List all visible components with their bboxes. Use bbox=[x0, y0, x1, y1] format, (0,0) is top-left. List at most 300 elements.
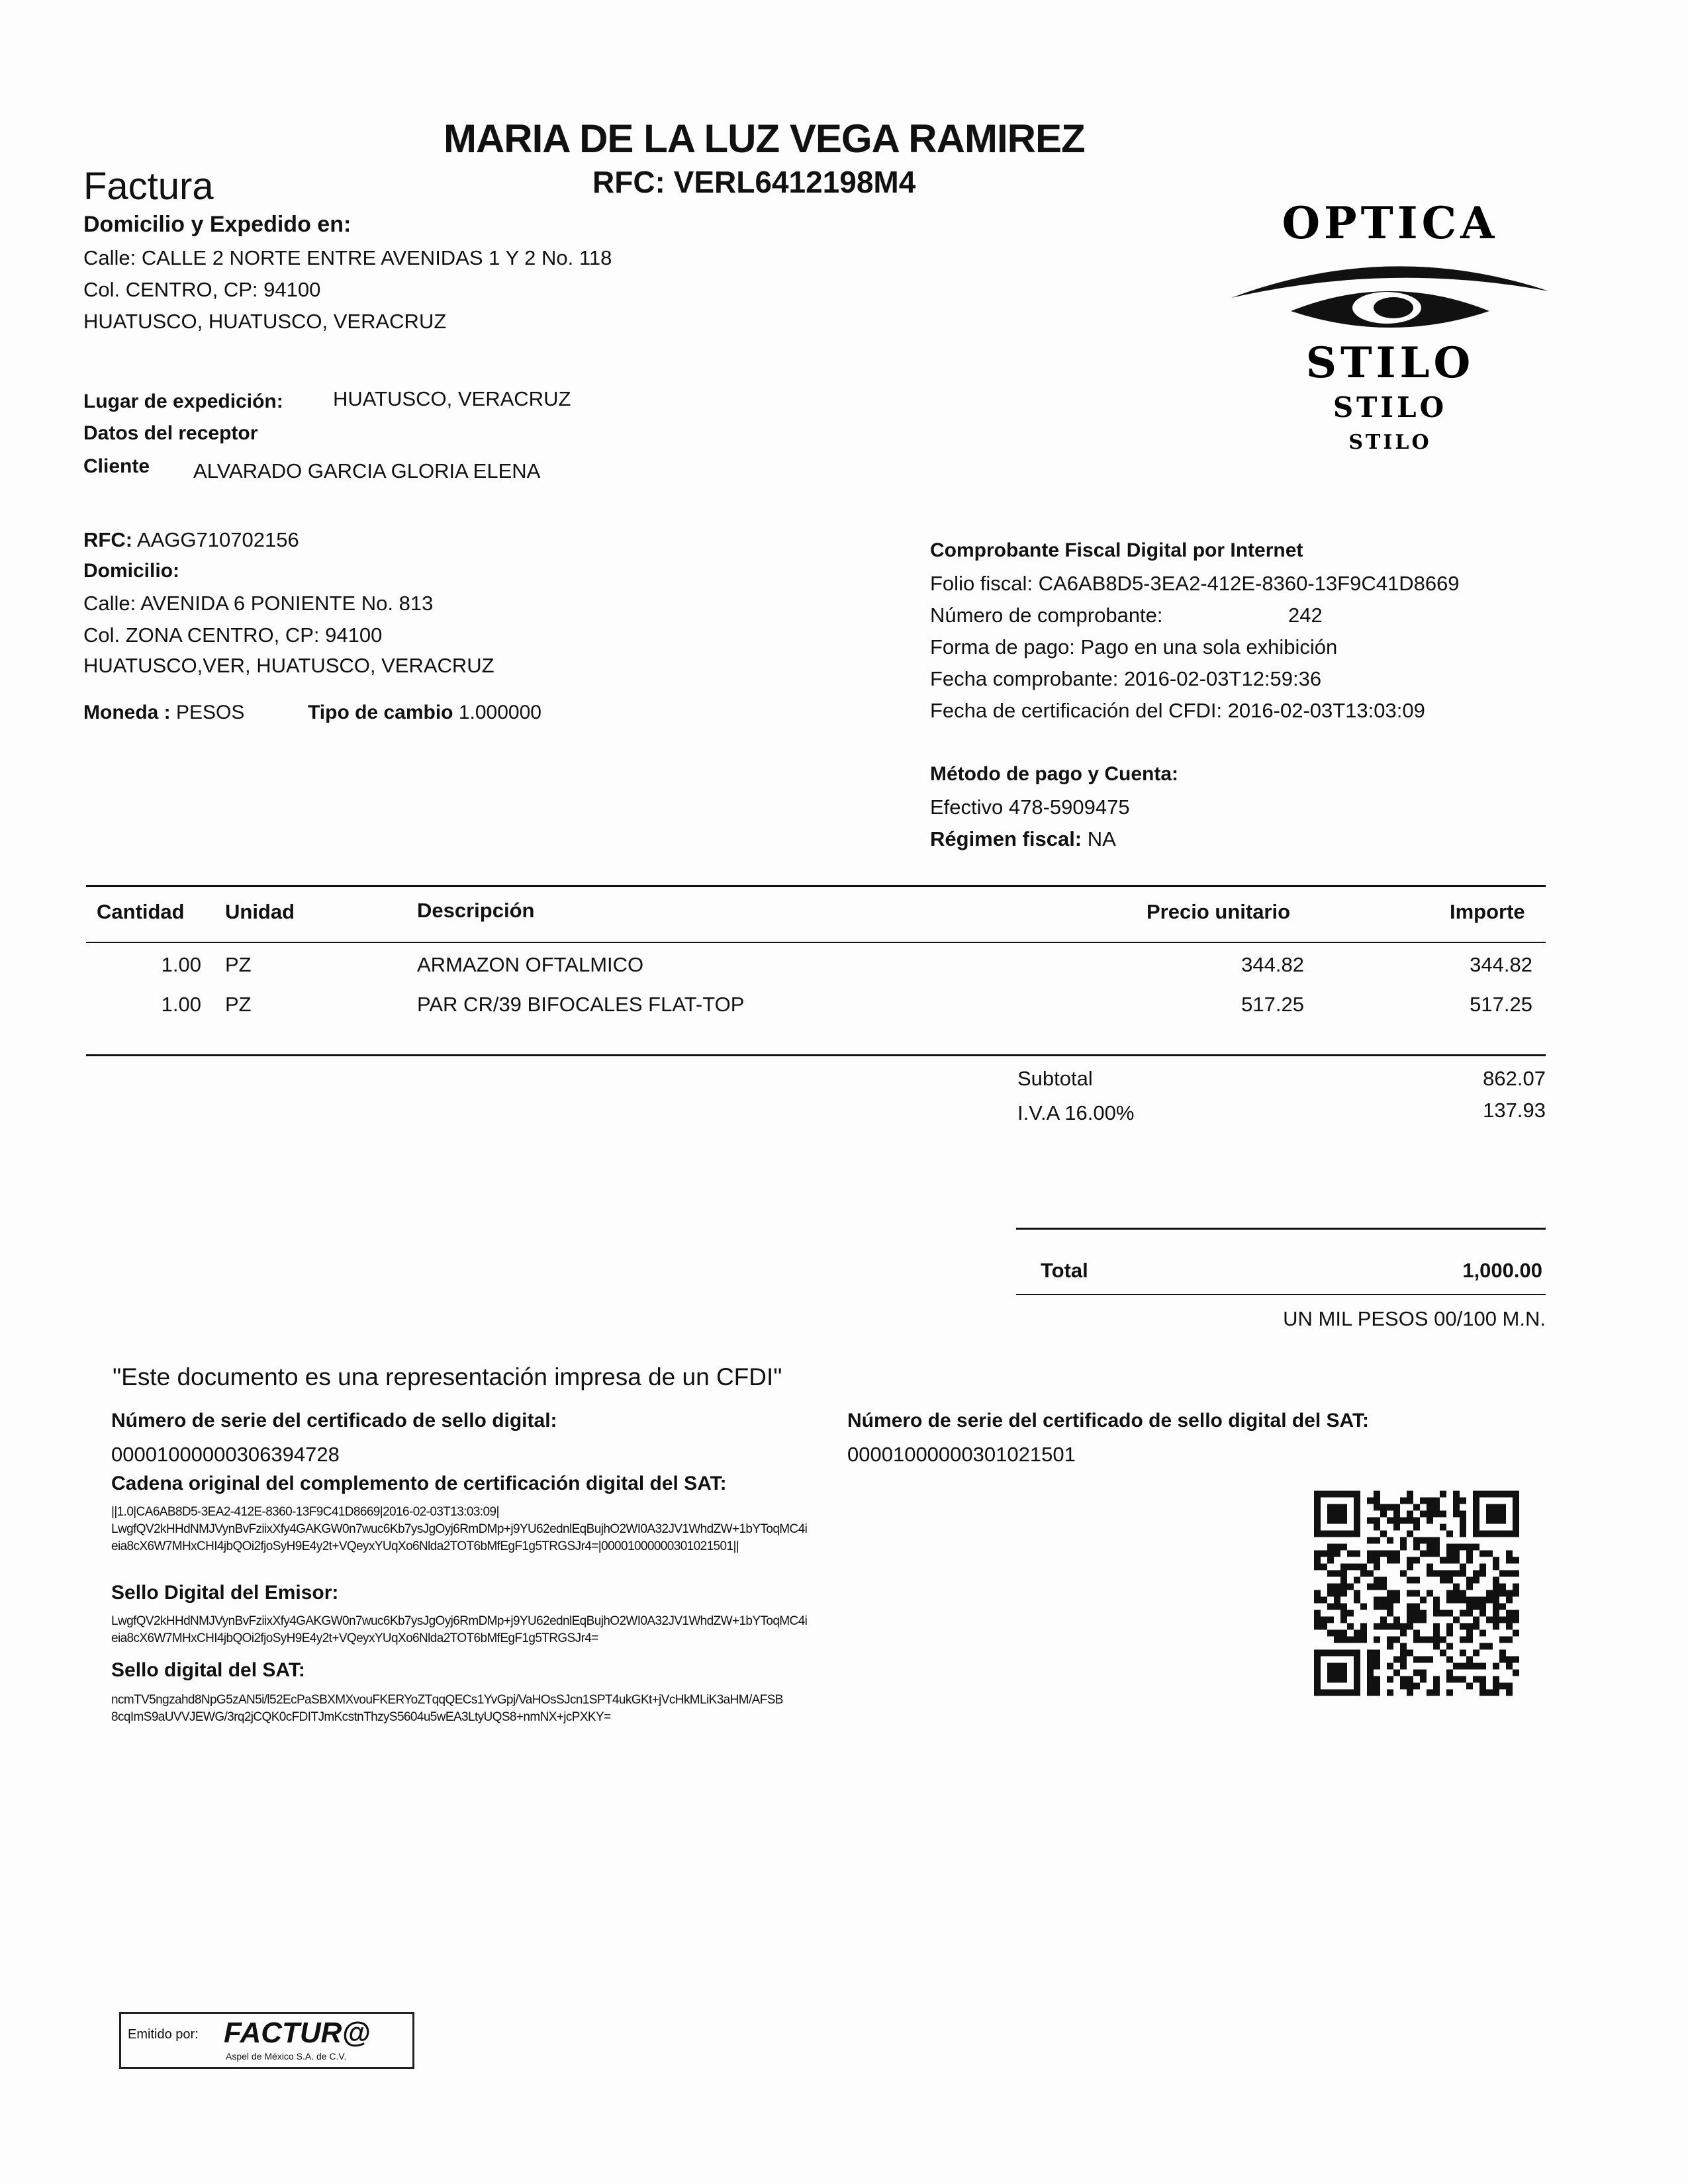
qr-module bbox=[1374, 1623, 1380, 1630]
qr-module bbox=[1314, 1610, 1321, 1617]
qr-module bbox=[1407, 1610, 1413, 1617]
qr-module bbox=[1380, 1531, 1387, 1537]
qr-module bbox=[1466, 1630, 1473, 1637]
cfdi-representation-note: "Este documento es una representación impresa de un CFDI" bbox=[113, 1363, 782, 1390]
qr-module bbox=[1327, 1617, 1334, 1623]
qr-module bbox=[1499, 1590, 1506, 1597]
qr-module bbox=[1440, 1511, 1446, 1518]
qr-module bbox=[1466, 1544, 1473, 1551]
qr-module bbox=[1400, 1570, 1407, 1577]
qr-module bbox=[1407, 1491, 1413, 1498]
issuer-city: HUATUSCO, HUATUSCO, VERACRUZ bbox=[83, 310, 447, 333]
qr-module bbox=[1340, 1630, 1347, 1637]
qr-module bbox=[1506, 1551, 1513, 1557]
qr-module bbox=[1340, 1570, 1347, 1577]
qr-module bbox=[1420, 1670, 1427, 1676]
cadena-line: eia8cX6W7MHxCHI4jbQOi2fjoSyH9E4y2t+VQeyxYUqXo6Nlda2TOT6bMfEgF1g5TRGSJr4=|00001000000301021501|| bbox=[111, 1539, 739, 1553]
qr-module bbox=[1413, 1637, 1420, 1643]
qr-module bbox=[1513, 1610, 1519, 1617]
qr-module bbox=[1393, 1597, 1400, 1604]
qr-module bbox=[1367, 1537, 1374, 1544]
qr-module bbox=[1433, 1623, 1440, 1630]
qr-module bbox=[1314, 1564, 1321, 1570]
qr-module bbox=[1420, 1676, 1427, 1683]
cadena-original bbox=[111, 1504, 1011, 1555]
qr-module bbox=[1493, 1590, 1499, 1597]
client-value: ALVARADO GARCIA GLORIA ELENA bbox=[193, 459, 541, 482]
qr-module bbox=[1479, 1597, 1486, 1604]
qr-module bbox=[1400, 1663, 1407, 1670]
qr-module bbox=[1413, 1630, 1420, 1637]
cfdi-heading: Comprobante Fiscal Digital por Internet bbox=[930, 539, 1303, 561]
folio-fiscal: Folio fiscal: CA6AB8D5-3EA2-412E-8360-13F9C41D8669 bbox=[930, 572, 1460, 595]
qr-module bbox=[1433, 1690, 1440, 1696]
qr-module bbox=[1420, 1551, 1427, 1557]
qr-module bbox=[1453, 1551, 1460, 1557]
sello-emisor bbox=[111, 1613, 1011, 1647]
qr-module bbox=[1393, 1511, 1400, 1518]
qr-module bbox=[1493, 1610, 1499, 1617]
qr-module bbox=[1380, 1551, 1387, 1557]
row-qty: 1.00 bbox=[161, 993, 201, 1016]
receptor-city: HUATUSCO,VER, HUATUSCO, VERACRUZ bbox=[83, 654, 494, 677]
issuer-rfc-label: RFC: bbox=[592, 165, 665, 199]
qr-module bbox=[1466, 1657, 1473, 1663]
qr-module bbox=[1400, 1544, 1407, 1551]
metodo-pago-value: Efectivo 478-5909475 bbox=[930, 796, 1130, 819]
qr-module bbox=[1446, 1557, 1453, 1564]
qr-module bbox=[1374, 1491, 1380, 1498]
col-header-descripcion: Descripción bbox=[417, 899, 535, 922]
qr-module bbox=[1460, 1650, 1466, 1657]
qr-module bbox=[1360, 1570, 1367, 1577]
qr-module bbox=[1499, 1657, 1506, 1663]
qr-module bbox=[1486, 1643, 1493, 1650]
sello-emisor-line: eia8cX6W7MHxCHI4jbQOi2fjoSyH9E4y2t+VQeyxYUqXo6Nlda2TOT6bMfEgF1g5TRGSJr4= bbox=[111, 1631, 598, 1645]
qr-module bbox=[1460, 1597, 1466, 1604]
qr-module bbox=[1400, 1650, 1407, 1657]
table-row bbox=[0, 993, 1688, 1026]
qr-module bbox=[1420, 1498, 1427, 1504]
qr-module bbox=[1453, 1617, 1460, 1623]
qr-module bbox=[1413, 1604, 1420, 1610]
qr-module bbox=[1453, 1676, 1460, 1683]
qr-module bbox=[1413, 1557, 1420, 1564]
issuer-street: Calle: CALLE 2 NORTE ENTRE AVENIDAS 1 Y 2 No. 118 bbox=[83, 246, 612, 269]
qr-module bbox=[1473, 1604, 1479, 1610]
qr-module bbox=[1407, 1676, 1413, 1683]
qr-module bbox=[1374, 1577, 1380, 1584]
qr-module bbox=[1407, 1518, 1413, 1524]
qr-module bbox=[1400, 1630, 1407, 1637]
qr-module bbox=[1347, 1623, 1354, 1630]
qr-module bbox=[1321, 1564, 1327, 1570]
col-header-importe: Importe bbox=[1450, 900, 1525, 923]
qr-module bbox=[1427, 1637, 1433, 1643]
qr-module bbox=[1400, 1683, 1407, 1690]
qr-module bbox=[1387, 1604, 1393, 1610]
qr-module bbox=[1486, 1551, 1493, 1557]
qr-module bbox=[1354, 1597, 1360, 1604]
qr-module bbox=[1453, 1590, 1460, 1597]
qr-module bbox=[1407, 1617, 1413, 1623]
qr-module bbox=[1460, 1531, 1466, 1537]
qr-module bbox=[1427, 1590, 1433, 1597]
qr-module bbox=[1393, 1551, 1400, 1557]
qr-module bbox=[1433, 1630, 1440, 1637]
qr-module bbox=[1334, 1590, 1340, 1597]
qr-module bbox=[1499, 1604, 1506, 1610]
qr-module bbox=[1460, 1524, 1466, 1531]
qr-module bbox=[1493, 1557, 1499, 1564]
qr-module bbox=[1340, 1564, 1347, 1570]
cert-sat-value: 00001000000301021501 bbox=[847, 1443, 1076, 1466]
eye-logo-icon bbox=[1218, 199, 1562, 463]
qr-module bbox=[1446, 1610, 1453, 1617]
qr-module bbox=[1453, 1557, 1460, 1564]
qr-module bbox=[1493, 1617, 1499, 1623]
qr-module bbox=[1347, 1564, 1354, 1570]
qr-module bbox=[1460, 1544, 1466, 1551]
qr-module bbox=[1393, 1637, 1400, 1643]
qr-module bbox=[1407, 1650, 1413, 1657]
qr-module bbox=[1513, 1670, 1519, 1676]
qr-module bbox=[1413, 1518, 1420, 1524]
qr-module bbox=[1453, 1491, 1460, 1498]
qr-module bbox=[1479, 1663, 1486, 1670]
qr-module bbox=[1446, 1630, 1453, 1637]
qr-module bbox=[1374, 1663, 1380, 1670]
qr-module bbox=[1360, 1604, 1367, 1610]
sello-sat-line: 8cqImS9aUVVJEWG/3rq2jCQK0cFDITJmKcstnThzyS5604u5wEA3LtyUQS8+nmNX+jcPXKY= bbox=[111, 1710, 611, 1724]
qr-module bbox=[1387, 1610, 1393, 1617]
qr-module bbox=[1387, 1637, 1393, 1643]
qr-module bbox=[1506, 1637, 1513, 1643]
row-price: 517.25 bbox=[1241, 993, 1304, 1016]
qr-module bbox=[1413, 1577, 1420, 1584]
qr-module bbox=[1460, 1564, 1466, 1570]
issuer-colony: Col. CENTRO, CP: 94100 bbox=[83, 278, 321, 301]
currency-label: Moneda : bbox=[83, 702, 171, 723]
exchange-rate bbox=[308, 702, 541, 724]
qr-module bbox=[1407, 1683, 1413, 1690]
row-qty: 1.00 bbox=[161, 953, 201, 976]
qr-module bbox=[1387, 1676, 1393, 1683]
qr-module bbox=[1374, 1676, 1380, 1683]
total-label: Total bbox=[1041, 1259, 1088, 1282]
total-value: 1,000.00 bbox=[1462, 1259, 1542, 1282]
qr-module bbox=[1453, 1597, 1460, 1604]
qr-module bbox=[1374, 1564, 1380, 1570]
qr-module bbox=[1479, 1610, 1486, 1617]
stamp-label: Emitido por: bbox=[128, 2027, 199, 2042]
qr-module bbox=[1479, 1604, 1486, 1610]
qr-module bbox=[1446, 1531, 1453, 1537]
qr-module bbox=[1453, 1570, 1460, 1577]
logo-line1: OPTICA bbox=[1282, 199, 1499, 249]
qr-module bbox=[1360, 1637, 1367, 1643]
qr-module bbox=[1400, 1657, 1407, 1663]
qr-module bbox=[1393, 1590, 1400, 1597]
issuer-rfc-value: VERL6412198M4 bbox=[673, 165, 916, 199]
cadena-line: ||1.0|CA6AB8D5-3EA2-412E-8360-13F9C41D8669|2016-02-03T13:03:09| bbox=[111, 1505, 499, 1519]
qr-module bbox=[1433, 1537, 1440, 1544]
qr-module bbox=[1427, 1690, 1433, 1696]
qr-module bbox=[1314, 1617, 1321, 1623]
qr-module bbox=[1420, 1637, 1427, 1643]
qr-module bbox=[1460, 1518, 1466, 1524]
qr-module bbox=[1374, 1504, 1380, 1511]
qr-module bbox=[1387, 1663, 1393, 1670]
qr-module bbox=[1433, 1544, 1440, 1551]
qr-module bbox=[1433, 1604, 1440, 1610]
qr-module bbox=[1407, 1531, 1413, 1537]
qr-module bbox=[1327, 1551, 1334, 1557]
qr-module bbox=[1340, 1637, 1347, 1643]
qr-module bbox=[1340, 1617, 1347, 1623]
qr-module bbox=[1407, 1564, 1413, 1570]
qr-module bbox=[1513, 1630, 1519, 1637]
cert-emisor-value: 00001000000306394728 bbox=[111, 1443, 340, 1466]
qr-module bbox=[1321, 1623, 1327, 1630]
qr-module bbox=[1506, 1683, 1513, 1690]
qr-module bbox=[1374, 1537, 1380, 1544]
row-price: 344.82 bbox=[1241, 953, 1304, 976]
optica-stilo-logo bbox=[1218, 199, 1562, 463]
qr-module bbox=[1340, 1584, 1347, 1590]
qr-module bbox=[1314, 1557, 1321, 1564]
qr-module bbox=[1413, 1590, 1420, 1597]
qr-module bbox=[1513, 1557, 1519, 1564]
qr-module bbox=[1513, 1657, 1519, 1663]
document-title: Factura bbox=[83, 165, 214, 208]
qr-module bbox=[1413, 1524, 1420, 1531]
qr-module bbox=[1340, 1604, 1347, 1610]
receptor-domicilio-label: Domicilio: bbox=[83, 560, 180, 582]
qr-module bbox=[1446, 1551, 1453, 1557]
cert-sat-label: Número de serie del certificado de sello digital del SAT: bbox=[847, 1410, 1369, 1432]
iva-label: I.V.A 16.00% bbox=[1017, 1101, 1135, 1124]
qr-module bbox=[1367, 1650, 1374, 1657]
qr-module bbox=[1427, 1504, 1433, 1511]
client-label: Cliente bbox=[83, 455, 150, 477]
sello-sat-line: ncmTV5ngzahd8NpG5zAN5i/l52EcPaSBXMXvouFKERYoZTqqQECs1YvGpj/VaHOsSJcn1SPT4ukGKt+jVcHkMLiK3aHM/AFSB bbox=[111, 1693, 783, 1707]
qr-module bbox=[1340, 1610, 1347, 1617]
qr-module bbox=[1466, 1557, 1473, 1564]
qr-module bbox=[1479, 1690, 1486, 1696]
qr-module bbox=[1407, 1511, 1413, 1518]
qr-module bbox=[1393, 1670, 1400, 1676]
qr-module bbox=[1314, 1551, 1321, 1557]
qr-module bbox=[1413, 1610, 1420, 1617]
qr-module bbox=[1427, 1564, 1433, 1570]
qr-module bbox=[1479, 1630, 1486, 1637]
sello-sat-label: Sello digital del SAT: bbox=[111, 1659, 305, 1681]
qr-module bbox=[1393, 1617, 1400, 1623]
qr-module bbox=[1506, 1570, 1513, 1577]
qr-module bbox=[1493, 1676, 1499, 1683]
row-description: PAR CR/39 BIFOCALES FLAT-TOP bbox=[417, 993, 745, 1016]
qr-module bbox=[1473, 1623, 1479, 1630]
issued-by-stamp bbox=[119, 2012, 414, 2069]
qr-module bbox=[1360, 1564, 1367, 1570]
qr-module bbox=[1453, 1663, 1460, 1670]
qr-module bbox=[1387, 1590, 1393, 1597]
qr-module bbox=[1466, 1584, 1473, 1590]
currency bbox=[83, 702, 244, 724]
qr-module bbox=[1374, 1650, 1380, 1657]
qr-module bbox=[1327, 1630, 1334, 1637]
qr-module bbox=[1387, 1551, 1393, 1557]
qr-code-icon bbox=[1314, 1489, 1519, 1698]
qr-module bbox=[1334, 1570, 1340, 1577]
qr-module bbox=[1327, 1590, 1334, 1597]
qr-module bbox=[1374, 1657, 1380, 1663]
qr-module bbox=[1460, 1590, 1466, 1597]
receptor-rfc-value: AAGG710702156 bbox=[136, 528, 299, 551]
cadena-line: LwgfQV2kHHdNMJVynBvFziixXfy4GAKGW0n7wuc6Kb7ysJgOyj6RmDMp+j9YU62ednlEqBujhO2WI0A32JV1WhdZW+1bYToqMC4i bbox=[111, 1522, 808, 1536]
qr-module bbox=[1427, 1570, 1433, 1577]
sello-emisor-line: LwgfQV2kHHdNMJVynBvFziixXfy4GAKGW0n7wuc6Kb7ysJgOyj6RmDMp+j9YU62ednlEqBujhO2WI0A32JV1WhdZW+1bYToqMC4i bbox=[111, 1614, 808, 1628]
qr-module bbox=[1387, 1504, 1393, 1511]
receptor-colony: Col. ZONA CENTRO, CP: 94100 bbox=[83, 623, 383, 647]
qr-module bbox=[1374, 1584, 1380, 1590]
qr-module bbox=[1334, 1630, 1340, 1637]
qr-module bbox=[1327, 1570, 1334, 1577]
qr-module bbox=[1427, 1518, 1433, 1524]
qr-module bbox=[1506, 1657, 1513, 1663]
qr-module bbox=[1466, 1663, 1473, 1670]
qr-module bbox=[1433, 1637, 1440, 1643]
qr-module bbox=[1446, 1690, 1453, 1696]
qr-module bbox=[1420, 1657, 1427, 1663]
qr-module bbox=[1493, 1683, 1499, 1690]
qr-module bbox=[1321, 1551, 1327, 1557]
qr-module bbox=[1413, 1617, 1420, 1623]
qr-module bbox=[1506, 1610, 1513, 1617]
qr-module bbox=[1360, 1623, 1367, 1630]
numero-comprobante-label: Número de comprobante: bbox=[930, 604, 1163, 627]
qr-module bbox=[1466, 1551, 1473, 1557]
qr-module bbox=[1334, 1584, 1340, 1590]
qr-module bbox=[1413, 1537, 1420, 1544]
table-bottom-rule bbox=[86, 1054, 1546, 1056]
qr-module bbox=[1374, 1597, 1380, 1604]
qr-module bbox=[1446, 1643, 1453, 1650]
qr-module bbox=[1407, 1623, 1413, 1630]
qr-module bbox=[1420, 1597, 1427, 1604]
exchange-value: 1.000000 bbox=[458, 702, 541, 723]
qr-module bbox=[1347, 1551, 1354, 1557]
qr-module bbox=[1433, 1597, 1440, 1604]
qr-module bbox=[1407, 1690, 1413, 1696]
qr-module bbox=[1321, 1617, 1327, 1623]
exchange-label: Tipo de cambio bbox=[308, 702, 453, 723]
qr-module bbox=[1407, 1557, 1413, 1564]
qr-module bbox=[1506, 1557, 1513, 1564]
qr-module bbox=[1400, 1676, 1407, 1683]
qr-module bbox=[1473, 1597, 1479, 1604]
qr-module bbox=[1327, 1557, 1334, 1564]
qr-module bbox=[1347, 1584, 1354, 1590]
total-under-rule bbox=[1016, 1294, 1546, 1295]
qr-module bbox=[1493, 1584, 1499, 1590]
iva-value: 137.93 bbox=[1483, 1099, 1546, 1122]
row-amount: 517.25 bbox=[1470, 993, 1532, 1016]
qr-module bbox=[1466, 1637, 1473, 1643]
qr-module bbox=[1380, 1504, 1387, 1511]
qr-module bbox=[1400, 1643, 1407, 1650]
qr-module bbox=[1440, 1557, 1446, 1564]
qr-module bbox=[1473, 1617, 1479, 1623]
qr-module bbox=[1466, 1604, 1473, 1610]
qr-module bbox=[1433, 1676, 1440, 1683]
qr-module bbox=[1513, 1584, 1519, 1590]
col-header-precio: Precio unitario bbox=[1147, 900, 1291, 923]
qr-module bbox=[1367, 1570, 1374, 1577]
row-amount: 344.82 bbox=[1470, 953, 1532, 976]
qr-module bbox=[1453, 1504, 1460, 1511]
qr-module bbox=[1413, 1670, 1420, 1676]
qr-module bbox=[1380, 1623, 1387, 1630]
qr-module bbox=[1506, 1590, 1513, 1597]
stamp-brand: FACTUR@ bbox=[224, 2017, 371, 2049]
qr-module bbox=[1433, 1504, 1440, 1511]
qr-module bbox=[1407, 1577, 1413, 1584]
qr-module bbox=[1479, 1683, 1486, 1690]
qr-module bbox=[1321, 1597, 1327, 1604]
logo-line3: STILO bbox=[1333, 391, 1448, 424]
qr-module bbox=[1314, 1597, 1321, 1604]
place-label: Lugar de expedición: bbox=[83, 390, 283, 412]
qr-module bbox=[1420, 1610, 1427, 1617]
qr-module bbox=[1367, 1557, 1374, 1564]
qr-module bbox=[1460, 1663, 1466, 1670]
receptor-street: Calle: AVENIDA 6 PONIENTE No. 813 bbox=[83, 592, 434, 615]
qr-module bbox=[1466, 1597, 1473, 1604]
qr-module bbox=[1393, 1518, 1400, 1524]
qr-module bbox=[1387, 1518, 1393, 1524]
qr-module bbox=[1453, 1544, 1460, 1551]
qr-module bbox=[1460, 1511, 1466, 1518]
qr-module bbox=[1460, 1676, 1466, 1683]
qr-module bbox=[1493, 1623, 1499, 1630]
qr-module bbox=[1427, 1551, 1433, 1557]
qr-module bbox=[1393, 1524, 1400, 1531]
qr-module bbox=[1367, 1663, 1374, 1670]
qr-module bbox=[1380, 1511, 1387, 1518]
qr-module bbox=[1367, 1584, 1374, 1590]
qr-module bbox=[1387, 1643, 1393, 1650]
issuer-name: MARIA DE LA LUZ VEGA RAMIREZ bbox=[444, 116, 1085, 161]
qr-module bbox=[1387, 1557, 1393, 1564]
qr-module bbox=[1446, 1590, 1453, 1597]
table-header-rule bbox=[86, 942, 1546, 943]
qr-module bbox=[1493, 1577, 1499, 1584]
qr-module bbox=[1493, 1690, 1499, 1696]
table-row bbox=[0, 953, 1688, 986]
qr-module bbox=[1433, 1643, 1440, 1650]
qr-module bbox=[1374, 1604, 1380, 1610]
qr-module bbox=[1433, 1551, 1440, 1557]
qr-module bbox=[1499, 1650, 1506, 1657]
qr-module bbox=[1374, 1557, 1380, 1564]
logo-line2: STILO bbox=[1305, 338, 1475, 388]
issuer-rfc bbox=[592, 164, 915, 200]
qr-module bbox=[1473, 1577, 1479, 1584]
cert-emisor-label: Número de serie del certificado de sello digital: bbox=[111, 1410, 557, 1432]
qr-module bbox=[1473, 1544, 1479, 1551]
